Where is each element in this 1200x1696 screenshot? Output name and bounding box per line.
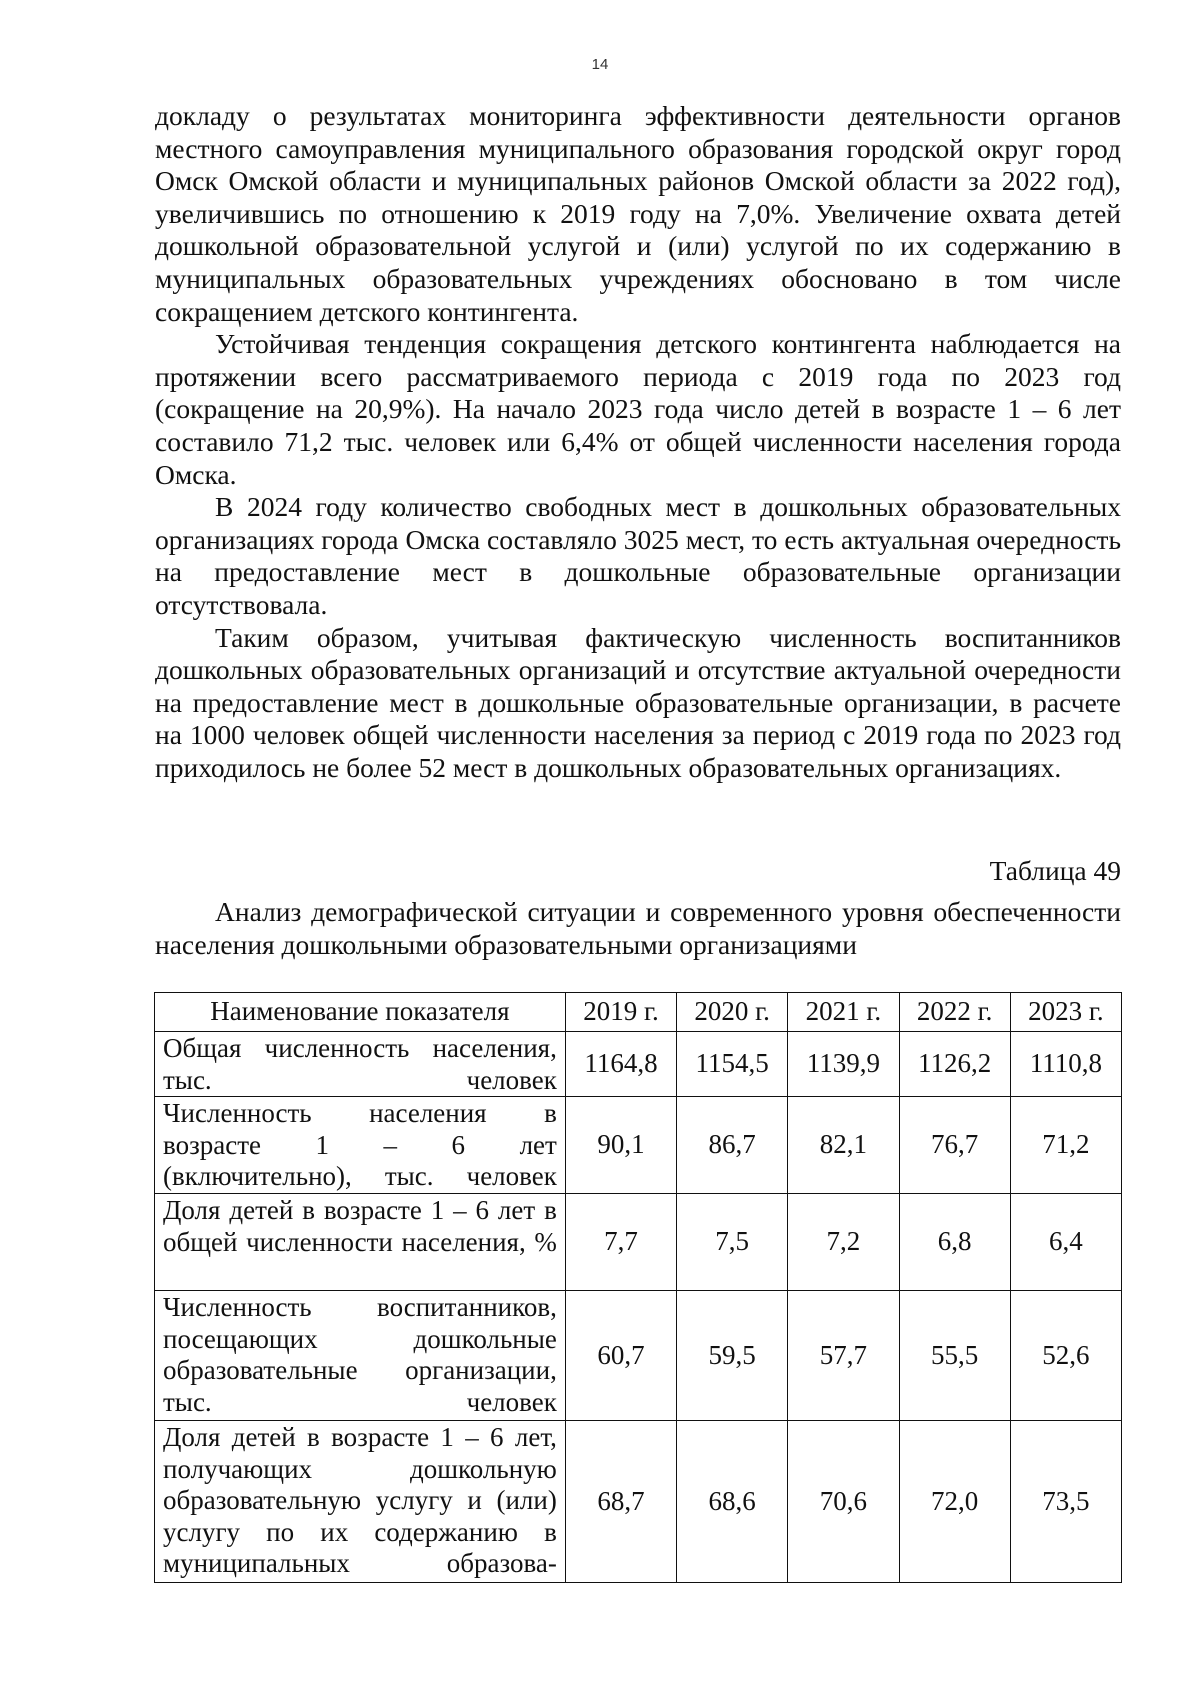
table-cell: 59,5 (677, 1291, 788, 1421)
column-header-year: 2023 г. (1010, 993, 1121, 1032)
paragraph: докладу о результатах мониторинга эффективности деятельности органов местного самоуправления муниципального образования городской округ город Омск Омской области и муниципальных районов Омской области за 2022 год), увеличившись по отношению к 2019 году на 7,0%. Увеличение охвата детей дошкольной образовательной услугой и (или) услугой по их содержанию в муниципальных образовательных учреждениях обосновано в том числе сокращением детского контингента. (155, 100, 1121, 327)
table-row (155, 1291, 1122, 1421)
table-cell: 52,6 (1010, 1291, 1121, 1421)
table-cell: 86,7 (677, 1097, 788, 1194)
column-header-indicator: Наименование показателя (155, 993, 566, 1032)
table-row (155, 1421, 1122, 1583)
table-cell: 7,7 (565, 1194, 676, 1291)
table-caption-text: Анализ демографической ситуации и современного уровня обеспеченности населения дошкольными образовательными организациями (155, 896, 1121, 960)
column-header-year: 2019 г. (565, 993, 676, 1032)
table-cell: 72,0 (899, 1421, 1010, 1583)
table-cell: 1110,8 (1010, 1032, 1121, 1097)
table-cell: 60,7 (565, 1291, 676, 1421)
table-cell: 82,1 (788, 1097, 899, 1194)
row-label: Доля детей в возрасте 1 – 6 лет в общей численности населения, % (155, 1194, 566, 1291)
page-number: 14 (591, 56, 609, 73)
table-cell: 1164,8 (565, 1032, 676, 1097)
table-cell: 76,7 (899, 1097, 1010, 1194)
column-header-year: 2021 г. (788, 993, 899, 1032)
table-cell: 71,2 (1010, 1097, 1121, 1194)
table-cell: 55,5 (899, 1291, 1010, 1421)
table-cell: 6,8 (899, 1194, 1010, 1291)
column-header-year: 2020 г. (677, 993, 788, 1032)
table-caption (155, 896, 1121, 961)
table-cell: 1126,2 (899, 1032, 1010, 1097)
paragraph: Устойчивая тенденция сокращения детского контингента наблюдается на протяжении всего рассматриваемого периода с 2019 года по 2023 год (сокращение на 20,9%). На начало 2023 года число детей в возрасте 1 – 6 лет составило 71,2 тыс. человек или 6,4% от общей численности населения города Омска. (155, 328, 1121, 490)
table-cell: 7,2 (788, 1194, 899, 1291)
table-cell: 73,5 (1010, 1421, 1121, 1583)
table-row (155, 1194, 1122, 1291)
row-label: Доля детей в возрасте 1 – 6 лет, получающих дошкольную образовательную услугу и (или) услугу по их содержанию в муниципальных образова- (155, 1421, 566, 1583)
row-label: Общая численность населения, тыс. человек (155, 1032, 566, 1097)
table-row (155, 1097, 1122, 1194)
paragraph: В 2024 году количество свободных мест в дошкольных образовательных организациях города Омска составляло 3025 мест, то есть актуальная очередность на предоставление мест в дошкольные образовательные организации отсутствовала. (155, 491, 1121, 620)
table-cell: 70,6 (788, 1421, 899, 1583)
table-label: Таблица 49 (989, 855, 1121, 886)
table-cell: 7,5 (677, 1194, 788, 1291)
table-cell: 68,7 (565, 1421, 676, 1583)
table-cell: 57,7 (788, 1291, 899, 1421)
paragraph: Таким образом, учитывая фактическую численность воспитанников дошкольных образовательных организаций и отсутствие актуальной очередности на предоставление мест в дошкольные образовательные организации, в расчете на 1000 человек общей численности населения за период с 2019 года по 2023 год приходилось не более 52 мест в дошкольных образовательных организациях. (155, 621, 1121, 783)
row-label: Численность населения в возрасте 1 – 6 лет (включительно), тыс. человек (155, 1097, 566, 1194)
table-cell: 90,1 (565, 1097, 676, 1194)
table-row (155, 1032, 1122, 1097)
column-header-year: 2022 г. (899, 993, 1010, 1032)
data-table (154, 992, 1122, 1583)
table-cell: 1154,5 (677, 1032, 788, 1097)
table-cell: 68,6 (677, 1421, 788, 1583)
body-text (155, 100, 1121, 784)
row-label: Численность воспитанников, посещающих дошкольные образовательные организации, тыс. человек (155, 1291, 566, 1421)
table-cell: 6,4 (1010, 1194, 1121, 1291)
table-cell: 1139,9 (788, 1032, 899, 1097)
table-header-row (155, 993, 1122, 1032)
